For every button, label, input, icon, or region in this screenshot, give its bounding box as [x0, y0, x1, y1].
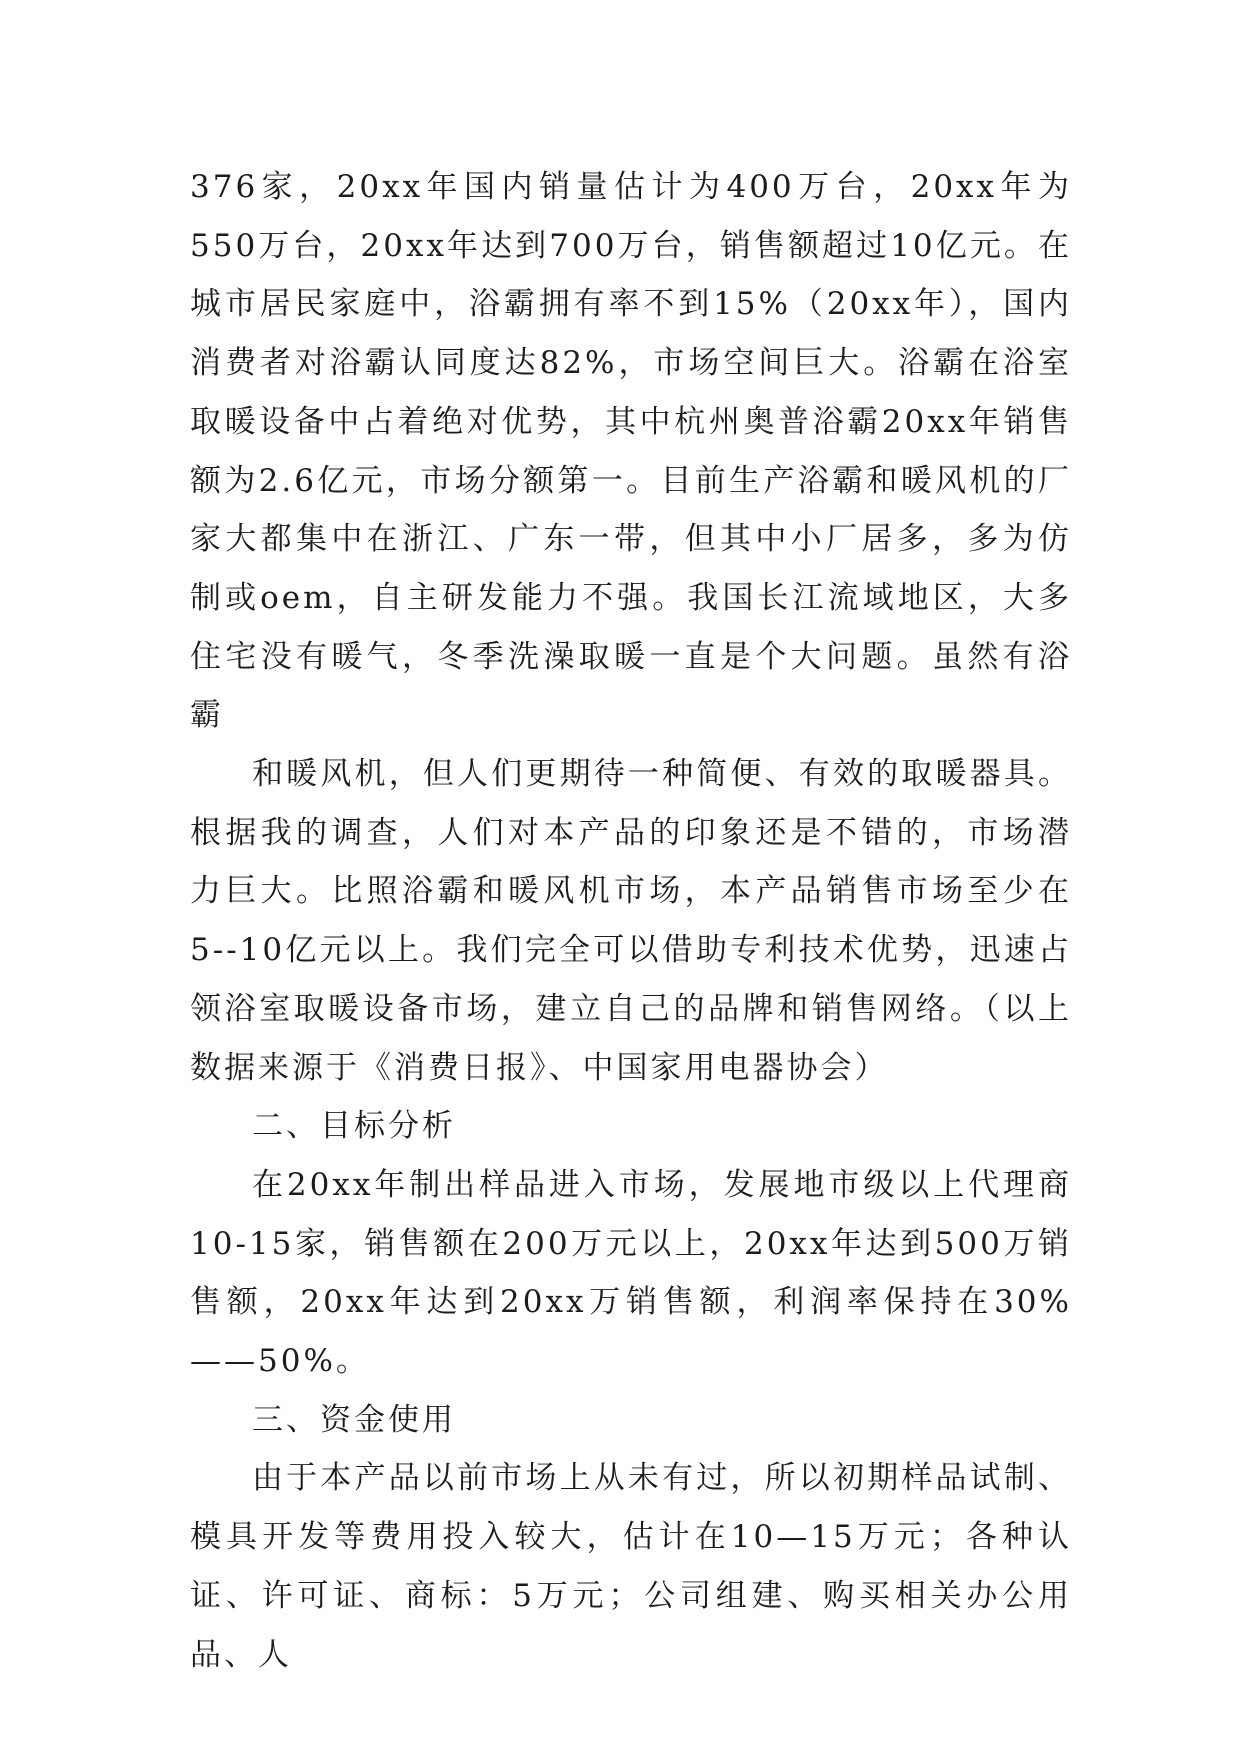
paragraph-fund-usage: 由于本产品以前市场上从未有过，所以初期样品试制、模具开发等费用投入较大，估计在10—15万元；各种认证、许可证、商标：5万元；公司组建、购买相关办公用品、人	[190, 1460, 1072, 1673]
paragraph-target-analysis: 在20xx年制出样品进入市场，发展地市级以上代理商10-15家，销售额在200万元以上，20xx年达到500万销售额，20xx年达到20xx万销售额，利润率保持在30%——50%。	[190, 1166, 1072, 1380]
document-body	[190, 158, 1072, 1684]
paragraph-market-data: 376家，20xx年国内销量估计为400万台，20xx年为550万台，20xx年达到700万台，销售额超过10亿元。在城市居民家庭中，浴霸拥有率不到15%（20xx年），国内消费者对浴霸认同度达82%，市场空间巨大。浴霸在浴室取暖设备中占着绝对优势，其中杭州奥普浴霸20xx年销售额为2.6亿元，市场分额第一。目前生产浴霸和暖风机的厂家大都集中在浙江、广东一带，但其中小厂居多，多为仿制或oem，自主研发能力不强。我国长江流域地区，大多住宅没有暖气，冬季洗澡取暖一直是个大问题。虽然有浴霸	[190, 169, 1072, 734]
section-heading-fund-usage: 三、资金使用	[252, 1401, 456, 1438]
paragraph-market-potential: 和暖风机，但人们更期待一种简便、有效的取暖器具。根据我的调查，人们对本产品的印象还是不错的，市场潜力巨大。比照浴霸和暖风机市场，本产品销售市场至少在5--10亿元以上。我们完全可以借助专利技术优势，迅速占领浴室取暖设备市场，建立自己的品牌和销售网络。（以上数据来源于《消费日报》、中国家用电器协会）	[190, 756, 1072, 1086]
section-heading-target-analysis: 二、目标分析	[252, 1108, 456, 1145]
